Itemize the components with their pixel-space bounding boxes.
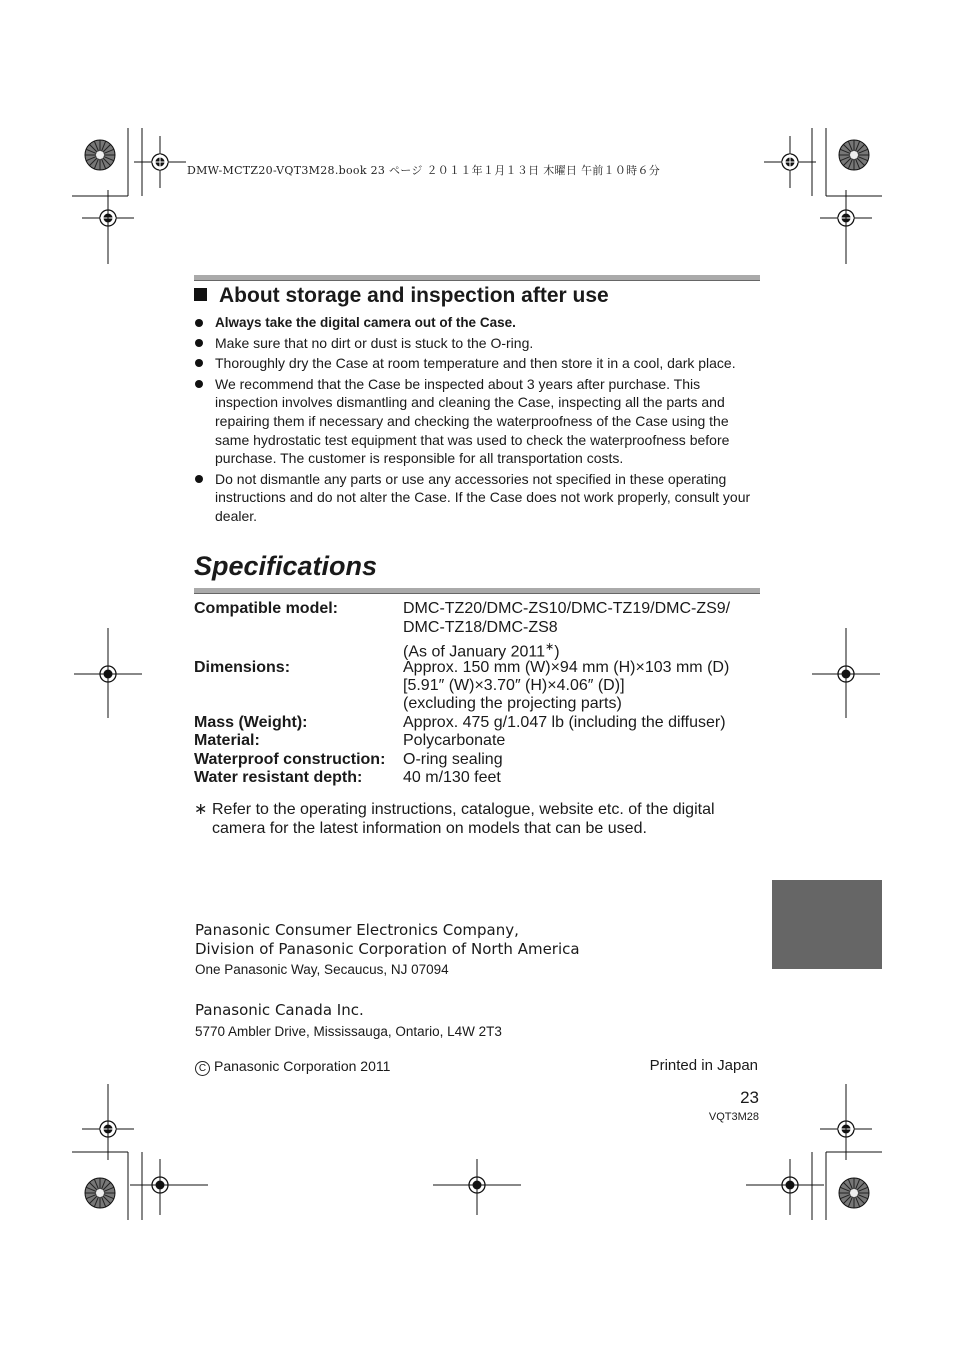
copyright-icon: C: [195, 1061, 210, 1076]
canada-company-name: Panasonic Canada Inc.: [195, 1001, 364, 1019]
document-code: VQT3M28: [708, 1111, 759, 1123]
copyright: [195, 1058, 390, 1076]
bullet-icon: [195, 380, 203, 388]
waterproof-label: Waterproof construction:: [194, 751, 386, 768]
asterisk-icon: ∗: [194, 801, 208, 818]
sunburst-target-icon: [85, 1178, 115, 1208]
list-item-text: Do not dismantle any parts or use any accessories not specified in these operating instructions and do not alter the Case. If the Case does not work properly, consult your dealer.: [215, 470, 751, 525]
compatible-model-line2: DMC-TZ18/DMC-ZS8: [403, 619, 558, 636]
list-item: [194, 375, 764, 469]
material-label: Material:: [194, 732, 260, 749]
list-item: [194, 354, 764, 373]
registration-mark-icon: [764, 136, 816, 188]
company-name-line2: Division of Panasonic Corporation of North America: [195, 940, 580, 958]
bullet-icon: [195, 359, 203, 367]
section-tab-marker: [772, 880, 882, 969]
storage-heading-text: About storage and inspection after use: [219, 284, 609, 307]
depth-label: Water resistant depth:: [194, 769, 363, 786]
bullet-icon: [195, 475, 203, 483]
section-divider: [194, 275, 760, 281]
page-number: 23: [740, 1088, 759, 1107]
section-divider: [194, 588, 760, 594]
compatible-model-label: Compatible model:: [194, 600, 339, 617]
storage-bullet-list: [194, 314, 764, 527]
list-item-text: Make sure that no dirt or dust is stuck to the O-ring.: [215, 335, 534, 352]
compatible-model-date-end: ): [554, 643, 560, 661]
bullet-icon: [195, 319, 203, 327]
dimensions-line2: [5.91″ (W)×3.70″ (H)×4.06″ (D)]: [403, 677, 625, 694]
footnote-mark: ∗: [545, 641, 555, 653]
compatible-model-line1: DMC-TZ20/DMC-ZS10/DMC-TZ19/DMC-ZS9/: [403, 600, 731, 617]
sunburst-target-icon: [839, 140, 869, 170]
company-address: One Panasonic Way, Secaucus, NJ 07094: [195, 962, 449, 977]
list-item: [194, 334, 764, 353]
canada-address: 5770 Ambler Drive, Mississauga, Ontario, L4W 2T3: [195, 1024, 502, 1039]
dimensions-line3: (excluding the projecting parts): [403, 695, 622, 712]
depth-value: 40 m/130 feet: [403, 769, 501, 786]
square-bullet-icon: [194, 288, 207, 301]
list-item-text: Always take the digital camera out of the Case.: [215, 315, 516, 330]
list-item-text: Thoroughly dry the Case at room temperature and then store it in a cool, dark place.: [215, 355, 736, 372]
list-item-text: We recommend that the Case be inspected about 3 years after purchase. This inspection involves dismantling and cleaning the Case, inspecting all the parts and repairing them if necessary and checking the waterproofness of the Case using the same hydrostatic test equipment that was used to check the waterproofness before purchase. The customer is responsible for all transportation costs.: [215, 375, 730, 467]
footnote: [194, 800, 764, 838]
print-header: DMW-MCTZ20-VQT3M28.book 23 ページ ２０１１年１月１３日 木曜日 午前１０時６分: [187, 164, 661, 177]
mass-label: Mass (Weight):: [194, 714, 308, 731]
list-item: [194, 470, 764, 526]
bullet-icon: [195, 339, 203, 347]
footnote-text: Refer to the operating instructions, catalogue, website etc. of the digital camera for the latest information on models that can be used.: [212, 801, 715, 837]
dimensions-label: Dimensions:: [194, 659, 291, 676]
copyright-text: Panasonic Corporation 2011: [214, 1058, 391, 1074]
specifications-title: Specifications: [194, 551, 378, 581]
sunburst-target-icon: [85, 140, 115, 170]
list-item: [194, 314, 764, 333]
material-value: Polycarbonate: [403, 732, 506, 749]
company-name-line1: Panasonic Consumer Electronics Company,: [195, 921, 519, 939]
printed-in: Printed in Japan: [649, 1057, 758, 1074]
sunburst-target-icon: [839, 1178, 869, 1208]
mass-value: Approx. 475 g/1.047 lb (including the diffuser): [403, 714, 726, 731]
compatible-model-date: (As of January 2011: [403, 643, 546, 661]
waterproof-value: O-ring sealing: [403, 751, 503, 768]
storage-heading: [194, 284, 609, 308]
dimensions-line1: Approx. 150 mm (W)×94 mm (H)×103 mm (D): [403, 659, 730, 676]
